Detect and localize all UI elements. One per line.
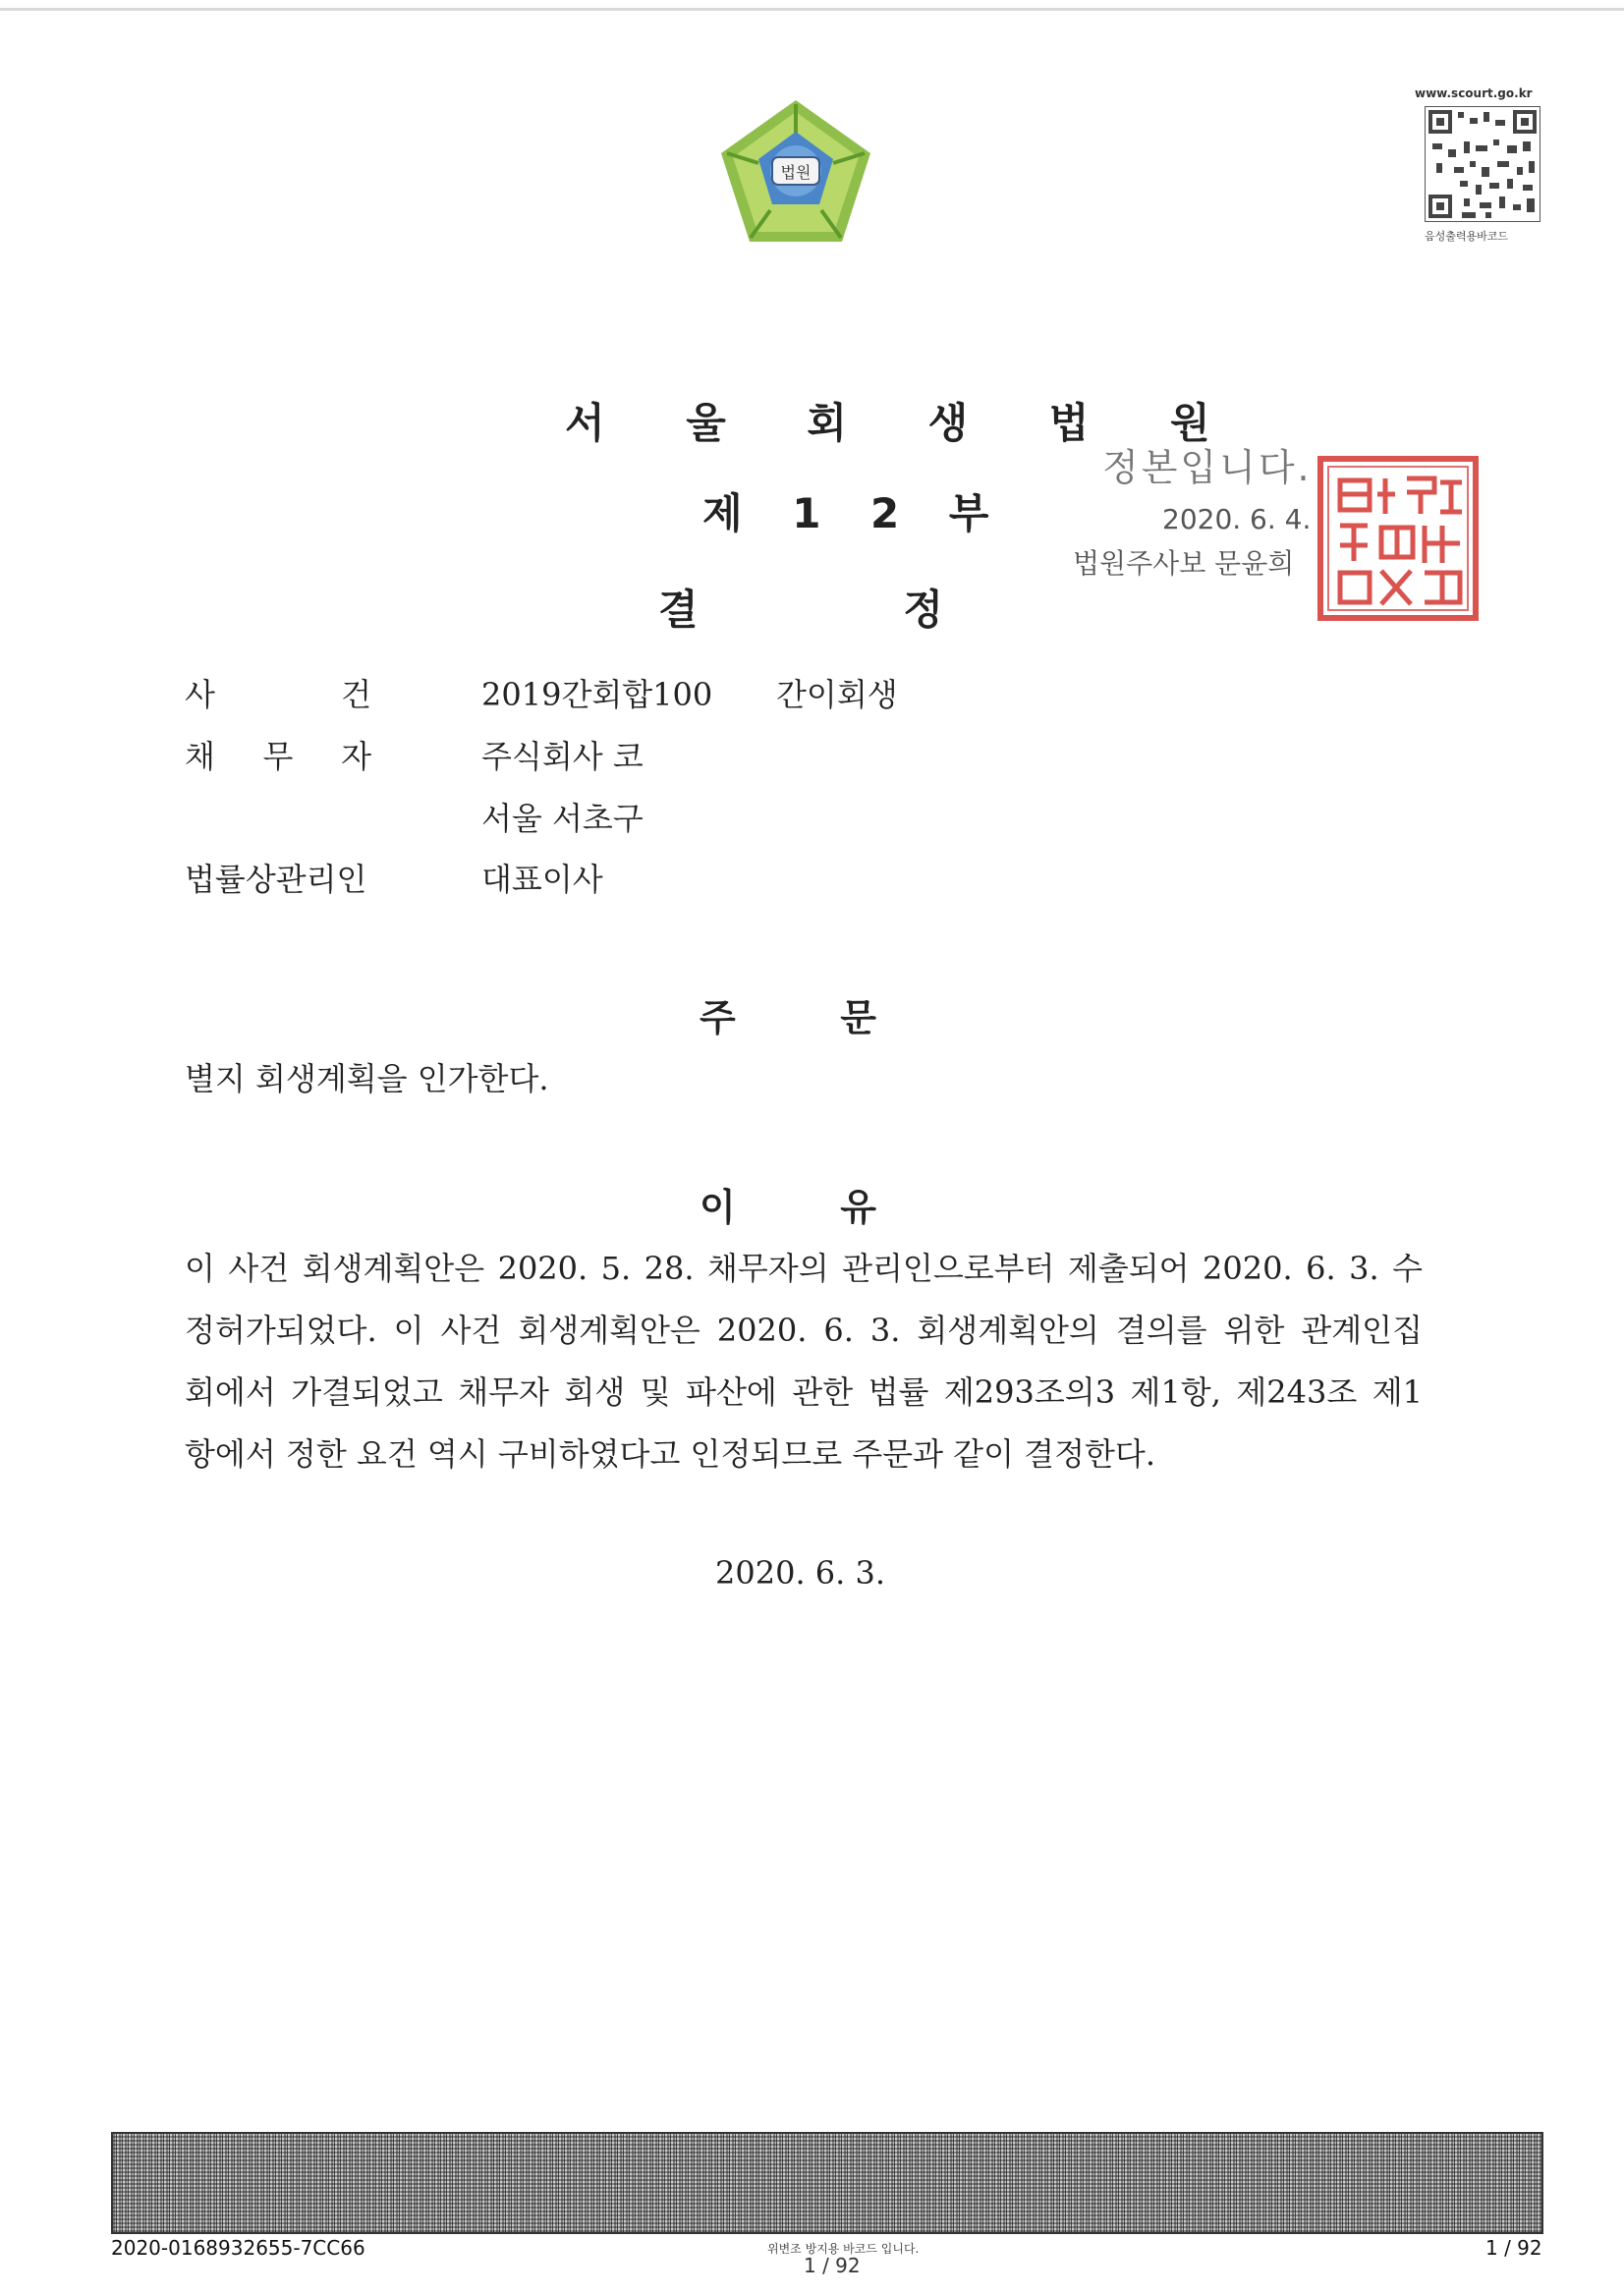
order-heading — [700, 987, 876, 1041]
court-emblem-icon — [717, 96, 874, 246]
case-label-part-2: 건 — [341, 676, 371, 713]
case-number: 2019간회합100 — [481, 676, 713, 713]
reason-line: 정허가되었다. 이 사건 회생계획안은 2020. 6. 3. 회생계획안의 결의를 위한 관계인집 — [185, 1312, 1423, 1349]
document-title-part-1: 결 — [658, 586, 699, 634]
division: 제 1 2 부 — [702, 489, 1007, 537]
case-type: 간이회생 — [776, 676, 898, 713]
debtor-label-part-2: 무 — [262, 738, 294, 775]
anti-forgery-barcode-icon — [111, 2132, 1543, 2234]
reason-heading — [700, 1177, 876, 1231]
qr-code-icon — [1425, 106, 1540, 222]
reason-line: 회에서 가결되었고 채무자 회생 및 파산에 관한 법률 제293조의3 제1항, 제243조 제1 — [185, 1373, 1423, 1411]
debtor-label-part-1: 채 — [185, 738, 215, 775]
debtor-label-part-3: 자 — [341, 738, 371, 775]
order-text: 별지 회생계획을 인가한다. — [185, 1060, 549, 1097]
manager-value: 대표이사 — [481, 861, 603, 898]
emblem-label: 법원 — [780, 163, 812, 182]
debtor-name: 주식회사 코 — [481, 738, 644, 775]
case-label-part-1: 사 — [185, 676, 215, 713]
manager-label: 법률상관리인 — [185, 861, 367, 898]
official-seal-icon — [1316, 455, 1480, 622]
court-name: 서 울 회 생 법 원 — [565, 399, 1244, 447]
certification-title: 정본입니다. — [1102, 446, 1313, 489]
case-label — [185, 670, 371, 715]
document-title-part-2: 정 — [903, 586, 943, 634]
qr-url: www.scourt.go.kr — [1415, 86, 1533, 100]
qr-caption: 음성출력용바코드 — [1425, 230, 1509, 243]
reason-heading-part-2: 유 — [840, 1186, 876, 1229]
order-heading-part-1: 주 — [700, 996, 736, 1039]
reason-line: 이 사건 회생계획안은 2020. 5. 28. 채무자의 관리인으로부터 제출되어 2020. 6. 3. 수 — [185, 1250, 1423, 1287]
order-heading-part-2: 문 — [840, 996, 876, 1039]
debtor-address: 서울 서초구 — [481, 800, 644, 837]
certification-date: 2020. 6. 4. — [1162, 503, 1312, 535]
top-rule — [0, 8, 1624, 11]
reason-line: 항에서 정한 요건 역시 구비하였다고 인정되므로 주문과 같이 결정한다. — [185, 1435, 1155, 1473]
decision-date: 2020. 6. 3. — [715, 1554, 886, 1592]
barcode-note: 위변조 방지용 바코드 입니다. — [767, 2242, 920, 2256]
document-id: 2020-0168932655-7CC66 — [111, 2236, 365, 2260]
reason-body — [185, 1238, 1423, 1485]
debtor-label — [185, 732, 371, 777]
reason-heading-part-1: 이 — [700, 1186, 736, 1229]
document-title — [658, 578, 943, 637]
sub-page-number: 1 / 92 — [804, 2254, 861, 2277]
page-number: 1 / 92 — [1485, 2236, 1542, 2260]
certification-clerk: 법원주사보 문윤희 — [1073, 547, 1295, 580]
